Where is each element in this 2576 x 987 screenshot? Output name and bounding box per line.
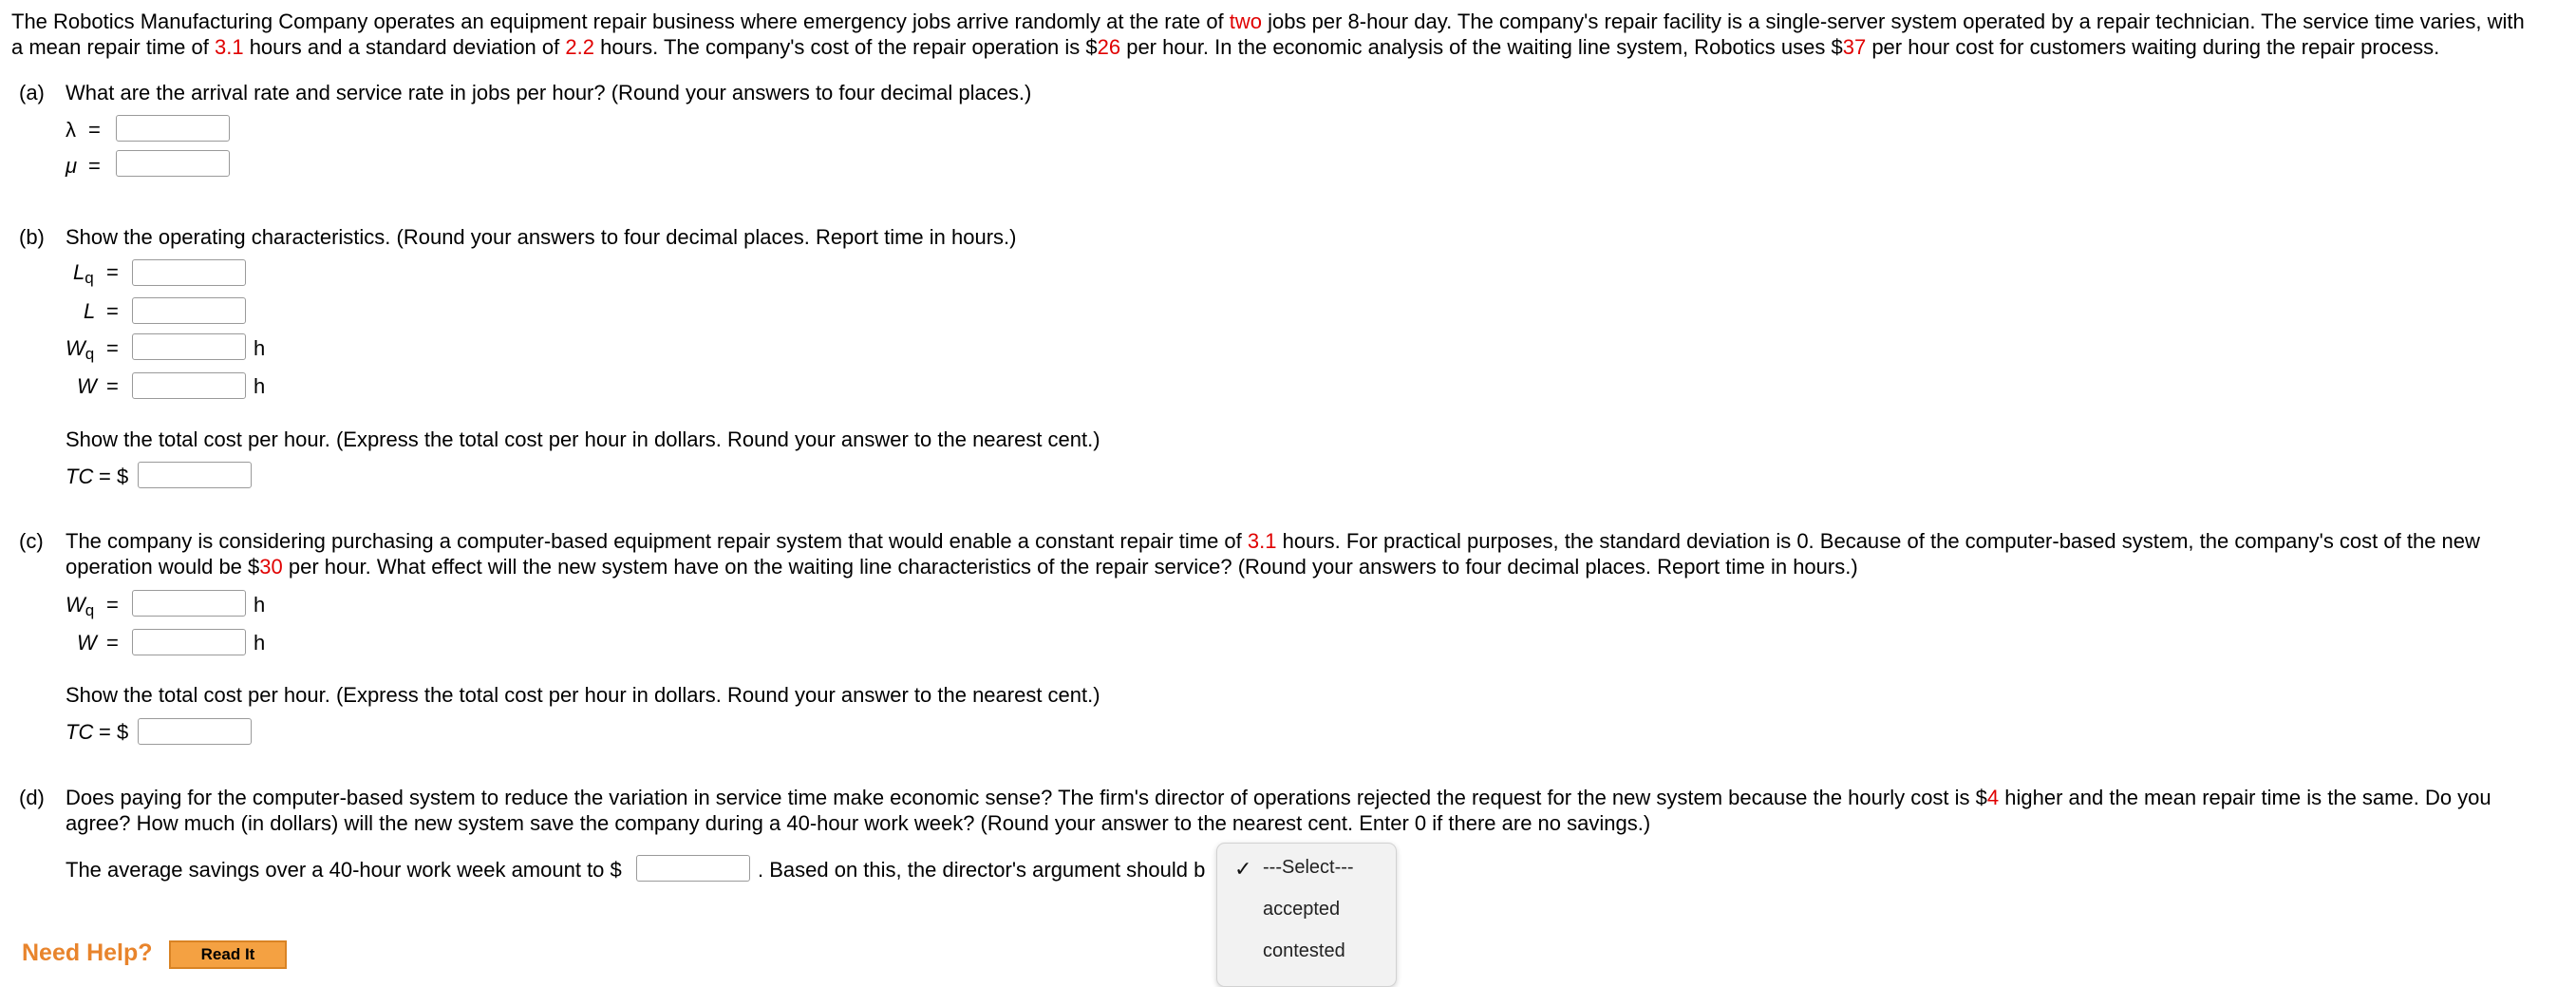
savings-prefix: The average savings over a 40-hour work week amount to $	[66, 858, 622, 882]
checkmark-icon: ✓	[1234, 857, 1252, 881]
tc-input[interactable]	[138, 462, 252, 488]
savings-suffix: . Based on this, the director's argument should b	[758, 858, 1206, 882]
new-cost-value: 30	[259, 555, 283, 579]
new-wq-unit: h	[254, 593, 266, 617]
dropdown-option-contested[interactable]: contested	[1263, 940, 1345, 961]
need-help-label: Need Help?	[22, 940, 153, 966]
cost-diff-value: 4	[1986, 786, 2000, 809]
lq-input[interactable]	[132, 259, 246, 286]
w-symbol: W	[77, 374, 97, 398]
part-c-label: (c)	[19, 529, 44, 553]
wq-equals: =	[106, 336, 119, 360]
new-tc-input[interactable]	[138, 718, 252, 745]
lq-equals: =	[106, 260, 119, 284]
l-symbol: L	[84, 299, 96, 323]
l-input[interactable]	[132, 297, 246, 324]
mu-input[interactable]	[116, 150, 230, 177]
l-equals: =	[106, 299, 119, 323]
dropdown-option-accepted[interactable]: accepted	[1263, 899, 1341, 920]
part-d-label: (d)	[19, 786, 45, 809]
wq-symbol: $W_q$	[66, 336, 95, 363]
wq-input[interactable]	[132, 333, 246, 360]
lq-symbol: $L_q$	[73, 260, 94, 287]
new-w-unit: h	[254, 631, 266, 655]
new-w-symbol: W	[77, 631, 97, 655]
new-w-input[interactable]	[132, 629, 246, 655]
wq-unit: h	[254, 336, 266, 360]
tc-label: TC	[66, 465, 94, 488]
savings-input[interactable]	[636, 855, 750, 882]
tc-equals: = $	[99, 465, 129, 488]
new-wq-symbol: $W_q$	[66, 593, 95, 619]
problem-statement: The Robotics Manufacturing Company operates an equipment repair business where emergency jobs arrive randomly at the rate of two jobs per 8-hour day. The company's repair facility is a single-server system operated by a repair technician. The service time varies, with a mean repair time of 3.1 hours and a standard deviation of 2.2 hours. The company's cost of the repair operation is $26 per hour. In the economic analysis of the waiting line system, Robotics uses $37 per hour cost for customers waiting during the repair process.	[11, 9, 2525, 59]
new-wq-equals: =	[106, 593, 119, 617]
director-argument-dropdown[interactable]	[1216, 843, 1397, 987]
part-c-question: The company is considering purchasing a computer-based equipment repair system that would enable a constant repair time of 3.1 hours. For practical purposes, the standard deviation is 0. Because of the computer-based system, the company's cost of the new operation would be $30 per hour. What effect will the new system have on the waiting line characteristics of the repair service? (Round your answers to four decimal places. Report time in hours.)	[66, 529, 2480, 579]
lambda-equals: =	[88, 118, 101, 142]
w-equals: =	[106, 374, 119, 398]
lambda-symbol: λ	[66, 118, 76, 142]
part-c-cost-prompt: Show the total cost per hour. (Express the total cost per hour in dollars. Round your answer to the nearest cent.)	[66, 683, 1100, 707]
constant-repair-time-value: 3.1	[1247, 529, 1277, 553]
part-a-question: What are the arrival rate and service rate in jobs per hour? (Round your answers to four decimal places.)	[66, 81, 1032, 104]
arrival-rate-value: two	[1229, 9, 1263, 33]
dropdown-option-select[interactable]: ---Select---	[1263, 857, 1354, 878]
new-wq-input[interactable]	[132, 590, 246, 617]
part-b-cost-prompt: Show the total cost per hour. (Express the total cost per hour in dollars. Round your answer to the nearest cent.)	[66, 427, 1100, 451]
part-b-label: (b)	[19, 225, 45, 249]
mean-repair-time-value: 3.1	[214, 35, 244, 59]
new-tc-label: TC	[66, 720, 94, 744]
part-d-question: Does paying for the computer-based system to reduce the variation in service time make economic sense? The firm's director of operations rejected the request for the new system because the hourly cost is $4 higher and the mean repair time is the same. Do you agree? How much (in dollars) will the new system save the company during a 40-hour work week? (Round your answer to the nearest cent. Enter 0 if there are no savings.)	[66, 786, 2491, 835]
new-tc-equals: = $	[99, 720, 129, 744]
mu-symbol: μ	[66, 154, 78, 178]
w-unit: h	[254, 374, 266, 398]
lambda-input[interactable]	[116, 115, 230, 142]
read-it-button[interactable]: Read It	[169, 940, 287, 969]
mu-equals: =	[88, 154, 101, 178]
repair-cost-value: 26	[1097, 35, 1121, 59]
new-w-equals: =	[106, 631, 119, 655]
part-b-question: Show the operating characteristics. (Round your answers to four decimal places. Report time in hours.)	[66, 225, 1017, 249]
w-input[interactable]	[132, 372, 246, 399]
std-dev-value: 2.2	[565, 35, 594, 59]
part-a-label: (a)	[19, 81, 45, 104]
wait-cost-value: 37	[1842, 35, 1867, 59]
